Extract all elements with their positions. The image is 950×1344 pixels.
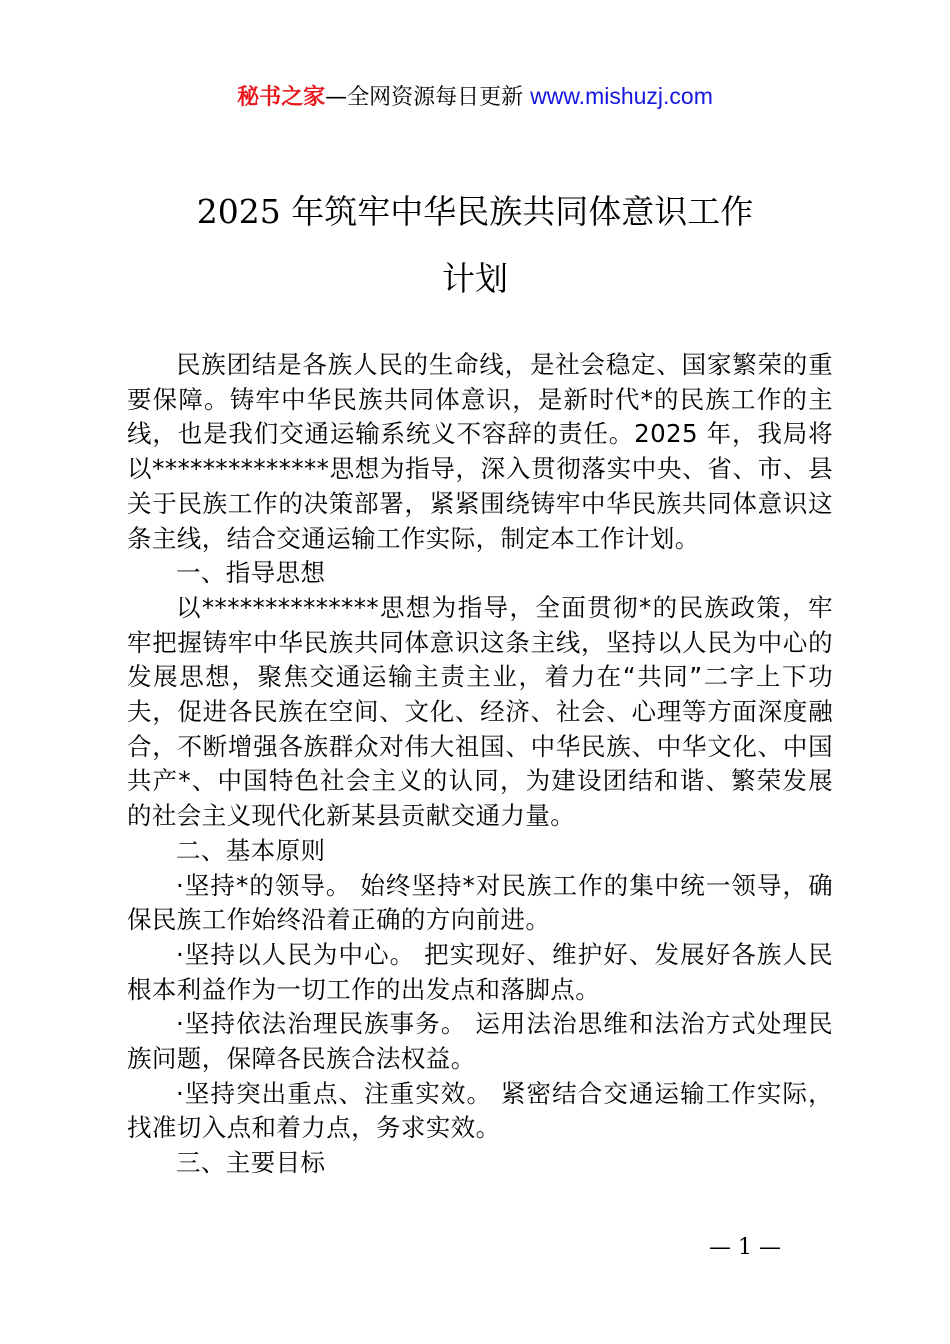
section-heading-guiding-ideology: 一、指导思想 <box>176 558 326 588</box>
site-brand: 秘书之家 <box>237 85 326 110</box>
document-body <box>127 348 833 1181</box>
site-header <box>0 80 950 114</box>
principle-item: ·坚持依法治理民族事务。 运用法治思维和法治方式处理民族问题，保障各民族合法权益。 <box>127 1009 833 1074</box>
guiding-ideology-paragraph: 以**************思想为指导，全面贯彻*的民族政策，牢牢把握铸牢中华民族共同体意识这条主线，坚持以人民为中心的发展思想，聚焦交通运输主责主业，着力在“共同”二字上下功夫，促进各民族在空间、文化、经济、社会、心理等方面深度融合，不断增强各族群众对伟大祖国、中华民族、中华文化、中国共产*、中国特色社会主义的认同，为建设团结和谐、繁荣发展的社会主义现代化新某县贡献交通力量。 <box>127 592 833 831</box>
principle-item: ·坚持突出重点、注重实效。 紧密结合交通运输工作实际，找准切入点和着力点，务求实效。 <box>127 1078 833 1143</box>
intro-paragraph: 民族团结是各族人民的生命线，是社会稳定、国家繁荣的重要保障。铸牢中华民族共同体意识，是新时代*的民族工作的主线，也是我们交通运输系统义不容辞的责任。2025 年，我局将以**************思想为指导，深入贯彻落实中央、省、市、县关于民族工作的决策部署，紧紧围绕铸牢中华民族共同体意识这条主线，结合交通运输工作实际，制定本工作计划。 <box>127 350 833 553</box>
document-title-line1: 2025 年筑牢中华民族共同体意识工作 <box>196 192 754 231</box>
principle-item: ·坚持以人民为中心。 把实现好、维护好、发展好各族人民根本利益作为一切工作的出发点和落脚点。 <box>127 939 833 1004</box>
page-number: — 1 — <box>709 1235 781 1260</box>
site-url-link[interactable]: www.mishuzj.com <box>530 83 713 109</box>
document-title-line2: 计划 <box>442 259 508 298</box>
section-heading-main-goals: 三、主要目标 <box>176 1148 326 1178</box>
section-heading-basic-principles: 二、基本原则 <box>176 835 326 865</box>
principle-item: ·坚持*的领导。 始终坚持*对民族工作的集中统一领导，确保民族工作始终沿着正确的方向前进。 <box>127 870 833 935</box>
site-tagline: —全网资源每日更新 <box>325 85 531 110</box>
